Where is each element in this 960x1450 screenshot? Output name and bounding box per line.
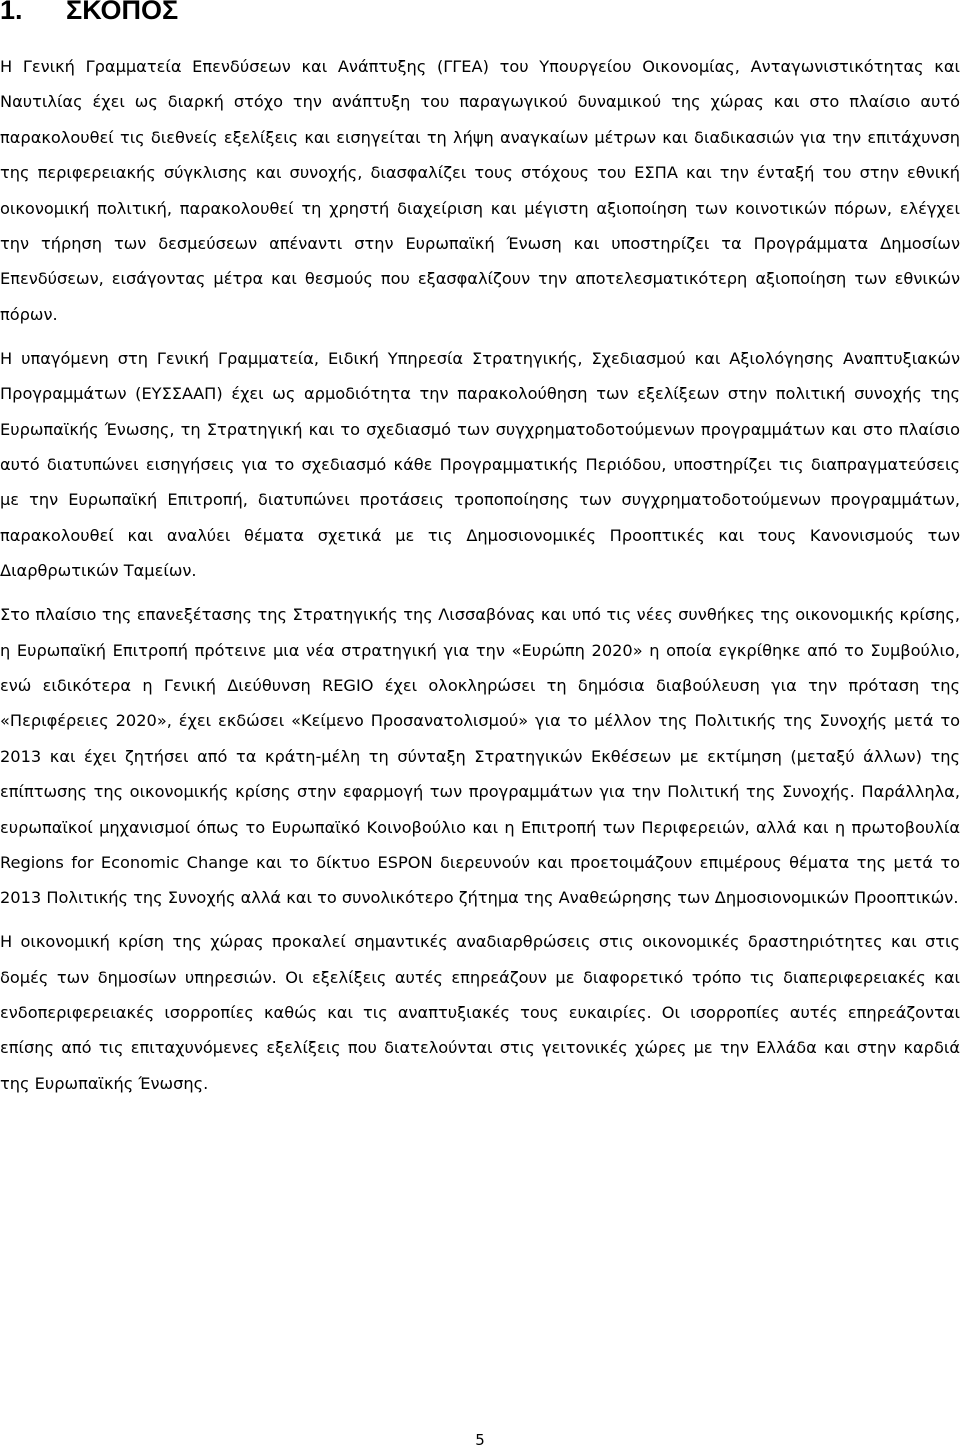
section-title: ΣΚΟΠΟΣ [66,0,179,25]
paragraph-3: Στο πλαίσιο της επανεξέτασης της Στρατηγικής της Λισσαβόνας και υπό τις νέες συνθήκες της οικονομικής κρίσης, η Ευρωπαϊκή Επιτροπή πρότεινε μια νέα στρατηγική για την «Ευρώπη 2020» η οποία εγκρίθηκε από το Συμβούλιο, ενώ ειδικότερα η Γενική Διεύθυνση REGIO έχει ολοκληρώσει τη δημόσια διαβούλευση για την πρόταση της «Περιφέρειες 2020», έχει εκδώσει «Κείμενο Προσανατολισμού» για το μέλλον της Πολιτικής της Συνοχής μετά το 2013 και έχει ζητήσει από τα κράτη-μέλη τη σύνταξη Στρατηγικών Εκθέσεων με εκτίμηση (μεταξύ άλλων) της επίπτωσης της οικονομικής κρίσης στην εφαρμογή των προγραμμάτων για την Πολιτική της Συνοχής. Παράλληλα, ευρωπαϊκοί μηχανισμοί όπως το Ευρωπαϊκό Κοινοβούλιο και η Επιτροπή των Περιφερειών, αλλά και η πρωτοβουλία Regions for Economic Change και το δίκτυο ESPON διερευνούν και προετοιμάζουν επιμέρους θέματα της μετά το 2013 Πολιτικής της Συνοχής αλλά και το συνολικότερο ζήτημα της Αναθεώρησης των Δημοσιονομικών Προοπτικών. [0,605,960,908]
section-heading [0,0,178,28]
paragraph-4: Η οικονομική κρίση της χώρας προκαλεί σημαντικές αναδιαρθρώσεις στις οικονομικές δραστηριότητες και στις δομές των δημοσίων υπηρεσιών. Οι εξελίξεις αυτές επηρεάζουν με διαφορετικό τρόπο τις διαπεριφερειακές και ενδοπεριφερειακές ισορροπίες καθώς και τις αναπτυξιακές τους ευκαιρίες. Οι ισορροπίες αυτές επηρεάζονται επίσης από τις επιταχυνόμενες εξελίξεις που διατελούνται στις γειτονικές χώρες με την Ελλάδα και στην καρδιά της Ευρωπαϊκής Ένωσης. [0,932,960,1093]
paragraph-2: Η υπαγόμενη στη Γενική Γραμματεία, Ειδική Υπηρεσία Στρατηγικής, Σχεδιασμού και Αξιολόγησης Αναπτυξιακών Προγραμμάτων (ΕΥΣΣΑΑΠ) έχει ως αρμοδιότητα την παρακολούθηση των εξελίξεων στην πολιτική συνοχής της Ευρωπαϊκής Ένωσης, τη Στρατηγική και το σχεδιασμό των συγχρηματοδοτούμενων προγραμμάτων και στο πλαίσιο αυτό διατυπώνει εισηγήσεις για το σχεδιασμό κάθε Προγραμματικής Περιόδου, υποστηρίζει τις διαπραγματεύσεις με την Ευρωπαϊκή Επιτροπή, διατυπώνει προτάσεις τροποποίησης των συγχρηματοδοτούμενων προγραμμάτων, παρακολουθεί και αναλύει θέματα σχετικά με τις Δημοσιονομικές Προοπτικές και τους Κανονισμούς των Διαρθρωτικών Ταμείων. [0,348,960,581]
body-text [0,49,960,1101]
page-number: 5 [475,1431,485,1449]
paragraph-1: Η Γενική Γραμματεία Επενδύσεων και Ανάπτυξης (ΓΓΕΑ) του Υπουργείου Οικονομίας, Ανταγωνιστικότητας και Ναυτιλίας έχει ως διαρκή στόχο την ανάπτυξη του παραγωγικού δυναμικού της χώρας και στο πλαίσιο αυτό παρακολουθεί τις διεθνείς εξελίξεις και εισηγείται τη λήψη αναγκαίων μέτρων και διαδικασιών για την επιτάχυνση της περιφερειακής σύγκλισης και συνοχής, διασφαλίζει τους στόχους του ΕΣΠΑ και την ένταξή του στην εθνική οικονομική πολιτική, παρακολουθεί τη χρηστή διαχείριση και μέγιστη αξιοποίηση των κοινοτικών πόρων, ελέγχει την τήρηση των δεσμεύσεων απέναντι στην Ευρωπαϊκή Ένωση και υποστηρίζει τα Προγράμματα Δημοσίων Επενδύσεων, εισάγοντας μέτρα και θεσμούς που εξασφαλίζουν την αποτελεσματικότερη αξιοποίηση των εθνικών πόρων. [0,57,960,324]
section-number: 1. [0,0,23,25]
